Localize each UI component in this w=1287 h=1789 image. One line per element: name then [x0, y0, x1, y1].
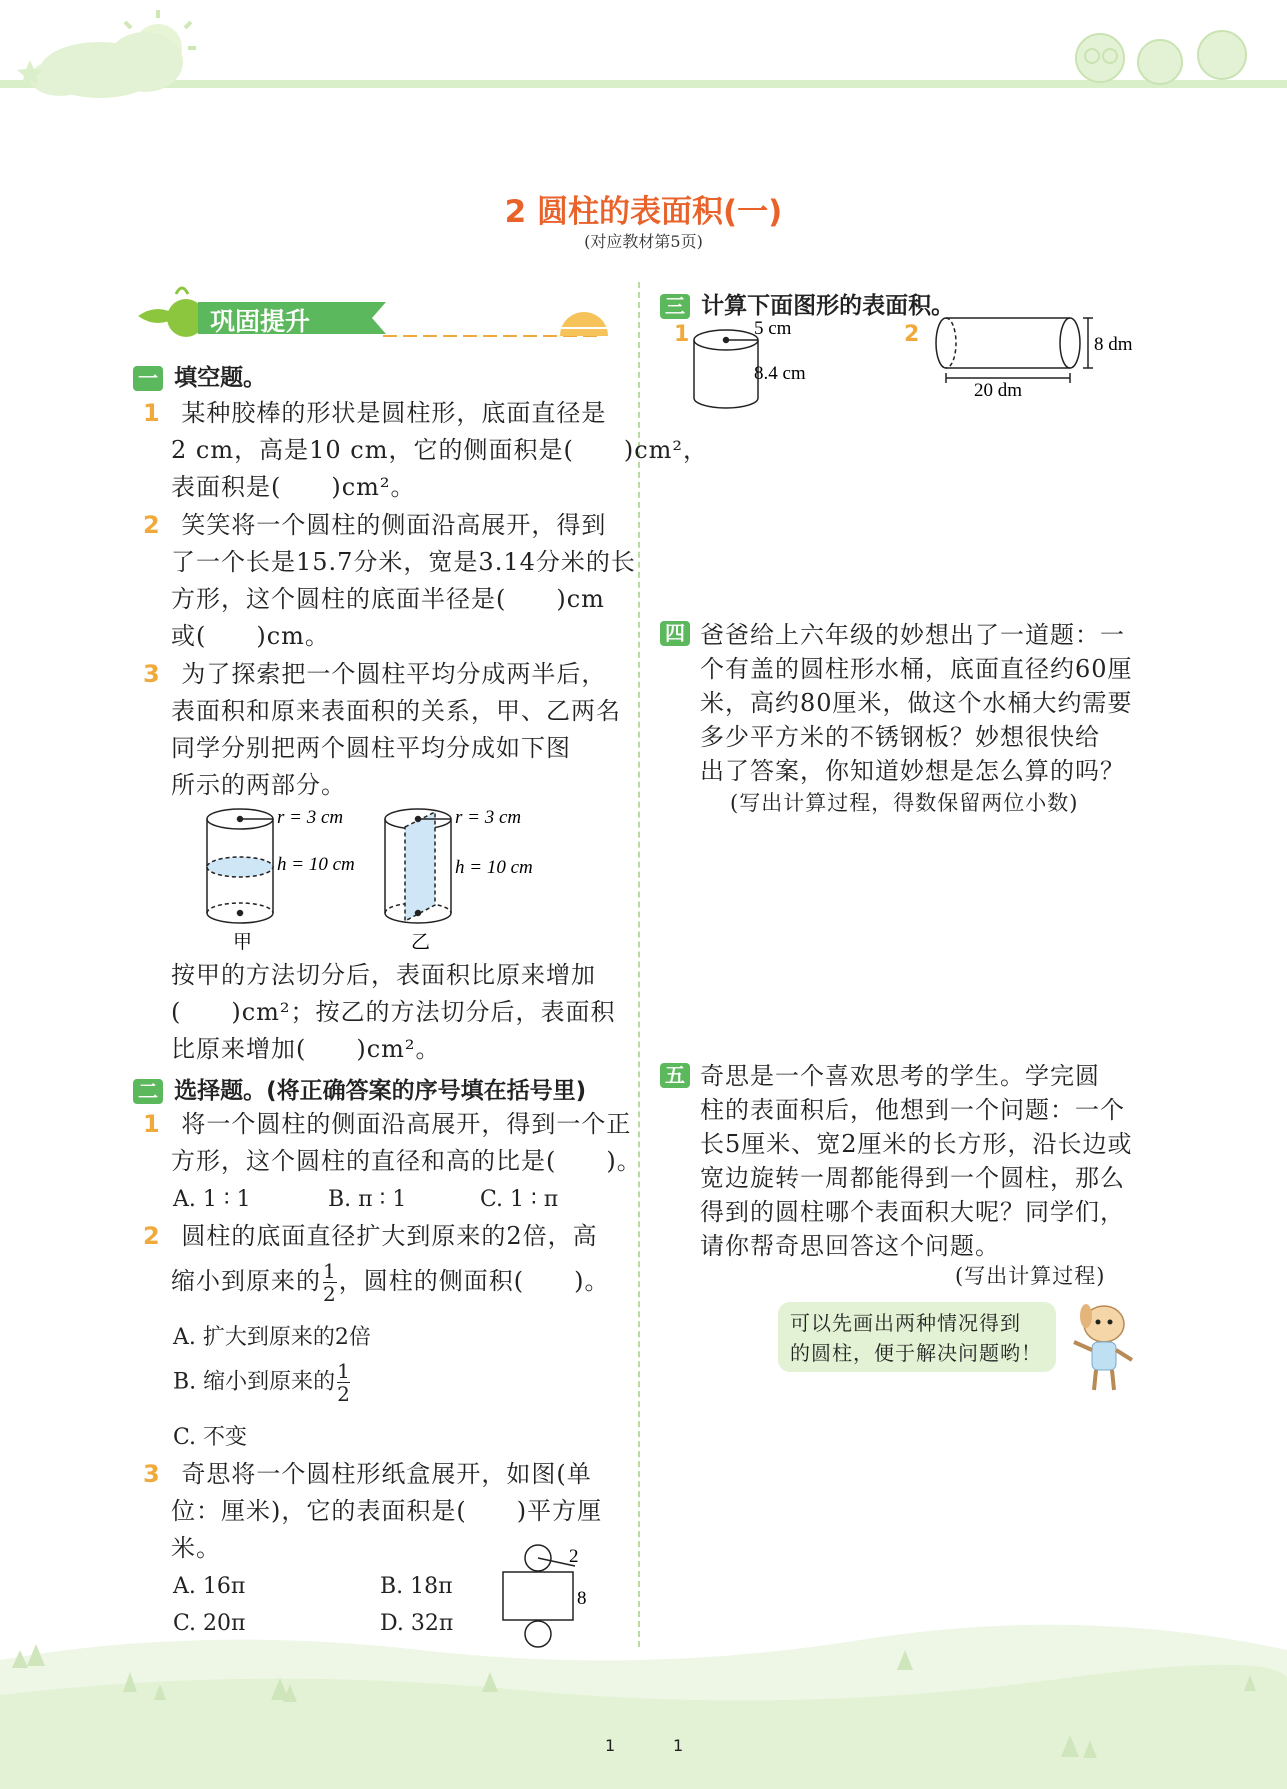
fraction-denominator: 2	[323, 1282, 337, 1306]
fraction	[323, 1260, 337, 1305]
question-1-1	[143, 395, 606, 432]
question-text: 爸爸给上六年级的妙想出了一道题：一	[700, 621, 1125, 649]
question-1-2	[143, 507, 606, 544]
question-text: 奇思是一个喜欢思考的学生。学完圆	[700, 1062, 1100, 1090]
option-c: C. 不变	[173, 1425, 248, 1450]
option-b: B. π ∶ 1	[328, 1187, 407, 1212]
question-text: 或( )cm。	[171, 622, 330, 650]
height-label: 8.4 cm	[754, 363, 806, 384]
section-banner-graphic	[128, 278, 618, 346]
section-3-header	[660, 287, 954, 320]
question-text: 所示的两部分。	[171, 771, 346, 799]
label-jia: 甲	[233, 932, 253, 953]
fraction-numerator: 1	[337, 1359, 350, 1383]
label-yi: 乙	[411, 932, 431, 953]
cylinders-figure	[195, 805, 595, 955]
question-number: 2	[143, 511, 161, 539]
option-a: A. 16π	[173, 1574, 246, 1599]
question-1-3	[143, 656, 606, 693]
section-4	[660, 621, 690, 646]
page-subtitle: (对应教材第5页)	[584, 232, 703, 251]
question-text: 多少平方米的不锈钢板？妙想很快给	[700, 723, 1100, 751]
question-text: 长5厘米、宽2厘米的长方形，沿长边或	[700, 1130, 1133, 1158]
question-text: 表面积是( )cm²。	[171, 473, 416, 501]
question-note: (写出计算过程，得数保留两位小数)	[730, 791, 1079, 815]
radius-label: 5 cm	[754, 318, 792, 339]
question-text: 奇思将一个圆柱形纸盒展开，如图(单	[181, 1460, 592, 1488]
height-label: h = 10 cm	[277, 854, 355, 875]
question-text: 柱的表面积后，他想到一个问题：一个	[700, 1096, 1125, 1124]
option-c: C. 20π	[173, 1611, 246, 1636]
question-text: 按甲的方法切分后，表面积比原来增加	[171, 961, 596, 989]
page-title: 2 圆柱的表面积(一)	[504, 194, 783, 230]
question-text: ( )cm²；按乙的方法切分后，表面积	[171, 998, 616, 1026]
problem-number: 2	[904, 322, 920, 347]
option-c: C. 1 ∶ π	[480, 1187, 559, 1212]
question-number: 1	[143, 399, 161, 427]
length-label: 20 dm	[974, 380, 1023, 401]
section-badge: 四	[660, 621, 690, 646]
question-text: 方形，这个圆柱的直径和高的比是( )。	[171, 1147, 642, 1175]
question-text: 米。	[171, 1534, 221, 1562]
question-text: 比原来增加( )cm²。	[171, 1035, 441, 1063]
question-2-2-line2	[171, 1260, 609, 1305]
fraction-denominator: 2	[337, 1382, 350, 1406]
question-2-1	[143, 1106, 631, 1143]
section-badge: 三	[660, 294, 690, 319]
section-5	[660, 1063, 690, 1088]
question-text: 方形，这个圆柱的底面半径是( )cm	[171, 585, 605, 613]
question-text: 位：厘米)，它的表面积是( )平方厘	[171, 1497, 603, 1525]
radius-label: r = 3 cm	[455, 807, 522, 828]
page-number-right: 1	[673, 1736, 684, 1755]
hint-bubble	[778, 1302, 1056, 1372]
column-divider	[638, 282, 640, 1647]
question-number: 3	[143, 660, 161, 688]
question-text: 个有盖的圆柱形水桶，底面直径约60厘	[700, 655, 1133, 683]
question-text: 宽边旋转一周都能得到一个圆柱，那么	[700, 1164, 1125, 1192]
question-number: 2	[143, 1222, 161, 1250]
section-badge: 二	[133, 1079, 163, 1104]
question-text: 2 cm，高是10 cm，它的侧面积是( )cm²，	[171, 436, 709, 464]
hint-text: 可以先画出两种情况得到	[790, 1311, 1021, 1335]
section-2-header	[133, 1072, 586, 1105]
cylinder-figure-1	[690, 318, 840, 418]
question-text: 圆柱的底面直径扩大到原来的2倍，高	[181, 1222, 598, 1250]
cylinder-figure-2	[928, 310, 1138, 410]
question-text: 表面积和原来表面积的关系，甲、乙两名	[171, 697, 621, 725]
net-radius-label: 2	[569, 1546, 579, 1567]
question-2-3	[143, 1456, 592, 1493]
radius-label: r = 3 cm	[277, 807, 344, 828]
question-text: 请你帮奇思回答这个问题。	[700, 1232, 1000, 1260]
question-text: 缩小到原来的	[171, 1267, 321, 1295]
page-number-left: 1	[605, 1736, 616, 1755]
question-number: 3	[143, 1460, 161, 1488]
question-note: (写出计算过程)	[955, 1264, 1106, 1288]
cartoon-characters-icon	[1076, 31, 1246, 84]
cloud-icon	[30, 32, 183, 98]
fraction-numerator: 1	[323, 1259, 337, 1283]
question-text: 了一个长是15.7分米，宽是3.14分米的长	[171, 548, 636, 576]
section-1-header	[133, 359, 266, 392]
footer-landscape	[0, 1620, 1287, 1789]
section-banner-label: 巩固提升	[210, 307, 311, 336]
section-title: 填空题。	[174, 365, 267, 391]
cylinder-jia	[207, 809, 273, 923]
question-text: 笑笑将一个圆柱的侧面沿高展开，得到	[181, 511, 607, 539]
section-title: 计算下面图形的表面积。	[701, 293, 955, 319]
question-text: 出了答案，你知道妙想是怎么算的吗？	[700, 757, 1125, 785]
question-text: ，圆柱的侧面积( )。	[338, 1267, 610, 1295]
diameter-label: 8 dm	[1094, 334, 1133, 355]
cylinder-yi	[385, 809, 451, 923]
section-badge: 一	[133, 366, 163, 391]
option-d: D. 32π	[380, 1611, 454, 1636]
height-label: h = 10 cm	[455, 857, 533, 878]
fraction	[337, 1360, 350, 1405]
option-text: B. 缩小到原来的	[173, 1369, 336, 1395]
option-b	[173, 1360, 352, 1405]
header-decoration	[0, 0, 1287, 110]
question-text: 某种胶棒的形状是圆柱形，底面直径是	[181, 399, 607, 427]
question-text: 得到的圆柱哪个表面积大呢？同学们，	[700, 1198, 1125, 1226]
question-2-2	[143, 1218, 598, 1255]
option-b: B. 18π	[380, 1574, 453, 1599]
question-text: 米，高约80厘米，做这个水桶大约需要	[700, 689, 1133, 717]
net-height-label: 8	[577, 1588, 587, 1609]
question-number: 1	[143, 1110, 161, 1138]
sunset-icon	[560, 312, 608, 336]
question-text: 将一个圆柱的侧面沿高展开，得到一个正	[181, 1110, 632, 1138]
option-a: A. 扩大到原来的2倍	[173, 1325, 371, 1350]
problem-number: 1	[674, 322, 690, 347]
question-text: 同学分别把两个圆柱平均分成如下图	[171, 734, 571, 762]
question-text: 为了探索把一个圆柱平均分成两半后，	[181, 660, 607, 688]
section-badge: 五	[660, 1063, 690, 1088]
cartoon-dog-icon	[1056, 1298, 1146, 1398]
hint-text: 的圆柱，便于解决问题哟！	[790, 1341, 1042, 1365]
option-a: A. 1 ∶ 1	[173, 1187, 251, 1212]
section-title: 选择题。(将正确答案的序号填在括号里)	[174, 1078, 587, 1104]
